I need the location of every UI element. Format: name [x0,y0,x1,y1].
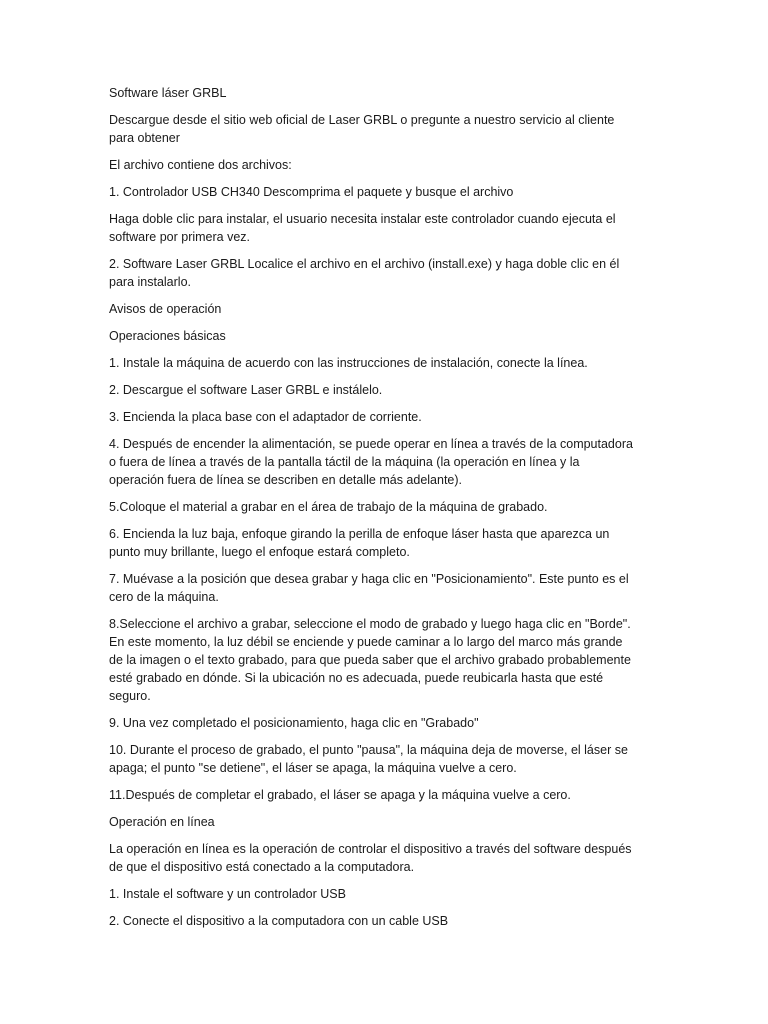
step-7: 7. Muévase a la posición que desea grabar y haga clic en "Posicionamiento". Este punto es el cero de la máquina. [109,572,629,604]
paragraph-online-description: La operación en línea es la operación de controlar el dispositivo a través del software después de que el dispositivo está conectado a la computadora. [109,842,632,874]
step-5: 5.Coloque el material a grabar en el área de trabajo de la máquina de grabado. [109,500,548,514]
step-6: 6. Encienda la luz baja, enfoque girando la perilla de enfoque láser hasta que aparezca un punto muy brillante, luego el enfoque estará completo. [109,527,610,559]
paragraph-archive: El archivo contiene dos archivos: [109,158,292,172]
paragraph-download: Descargue desde el sitio web oficial de Laser GRBL o pregunte a nuestro servicio al cliente para obtener [109,113,615,145]
step-8: 8.Seleccione el archivo a grabar, seleccione el modo de grabado y luego haga clic en "Borde". En este momento, la luz débil se enciende y puede caminar a lo largo del marco más grande de la imagen o el texto grabado, para que pueda saber que el archivo grabado probablemente esté grabado en dónde. Si la ubicación no es adecuada, puede reubicarla hasta que esté seguro. [109,617,631,703]
step-11: 11.Después de completar el grabado, el láser se apaga y la máquina vuelve a cero. [109,788,571,802]
doc-title: Software láser GRBL [109,86,227,100]
document-page [109,84,637,939]
heading-basic-operations: Operaciones básicas [109,329,226,343]
step-9: 9. Una vez completado el posicionamiento, haga clic en "Grabado" [109,716,479,730]
step-1: 1. Instale la máquina de acuerdo con las instrucciones de instalación, conecte la línea. [109,356,588,370]
step-10: 10. Durante el proceso de grabado, el punto "pausa", la máquina deja de moverse, el láser se apaga; el punto "se detiene", el láser se apaga, la máquina vuelve a cero. [109,743,628,775]
paragraph-usb-driver: 1. Controlador USB CH340 Descomprima el paquete y busque el archivo [109,185,514,199]
paragraph-double-click: Haga doble clic para instalar, el usuario necesita instalar este controlador cuando ejecuta el software por primera vez. [109,212,616,244]
paragraph-laser-grbl: 2. Software Laser GRBL Localice el archivo en el archivo (install.exe) y haga doble clic en él para instalarlo. [109,257,620,289]
online-step-2: 2. Conecte el dispositivo a la computadora con un cable USB [109,914,449,928]
online-step-1: 1. Instale el software y un controlador USB [109,887,346,901]
step-3: 3. Encienda la placa base con el adaptador de corriente. [109,410,422,424]
step-2: 2. Descargue el software Laser GRBL e instálelo. [109,383,383,397]
heading-operation-notices: Avisos de operación [109,302,222,316]
heading-online-operation: Operación en línea [109,815,215,829]
step-4: 4. Después de encender la alimentación, se puede operar en línea a través de la computadora o fuera de línea a través de la pantalla táctil de la máquina (la operación en línea y la operación fuera de línea se describen en detalle más adelante). [109,437,633,487]
